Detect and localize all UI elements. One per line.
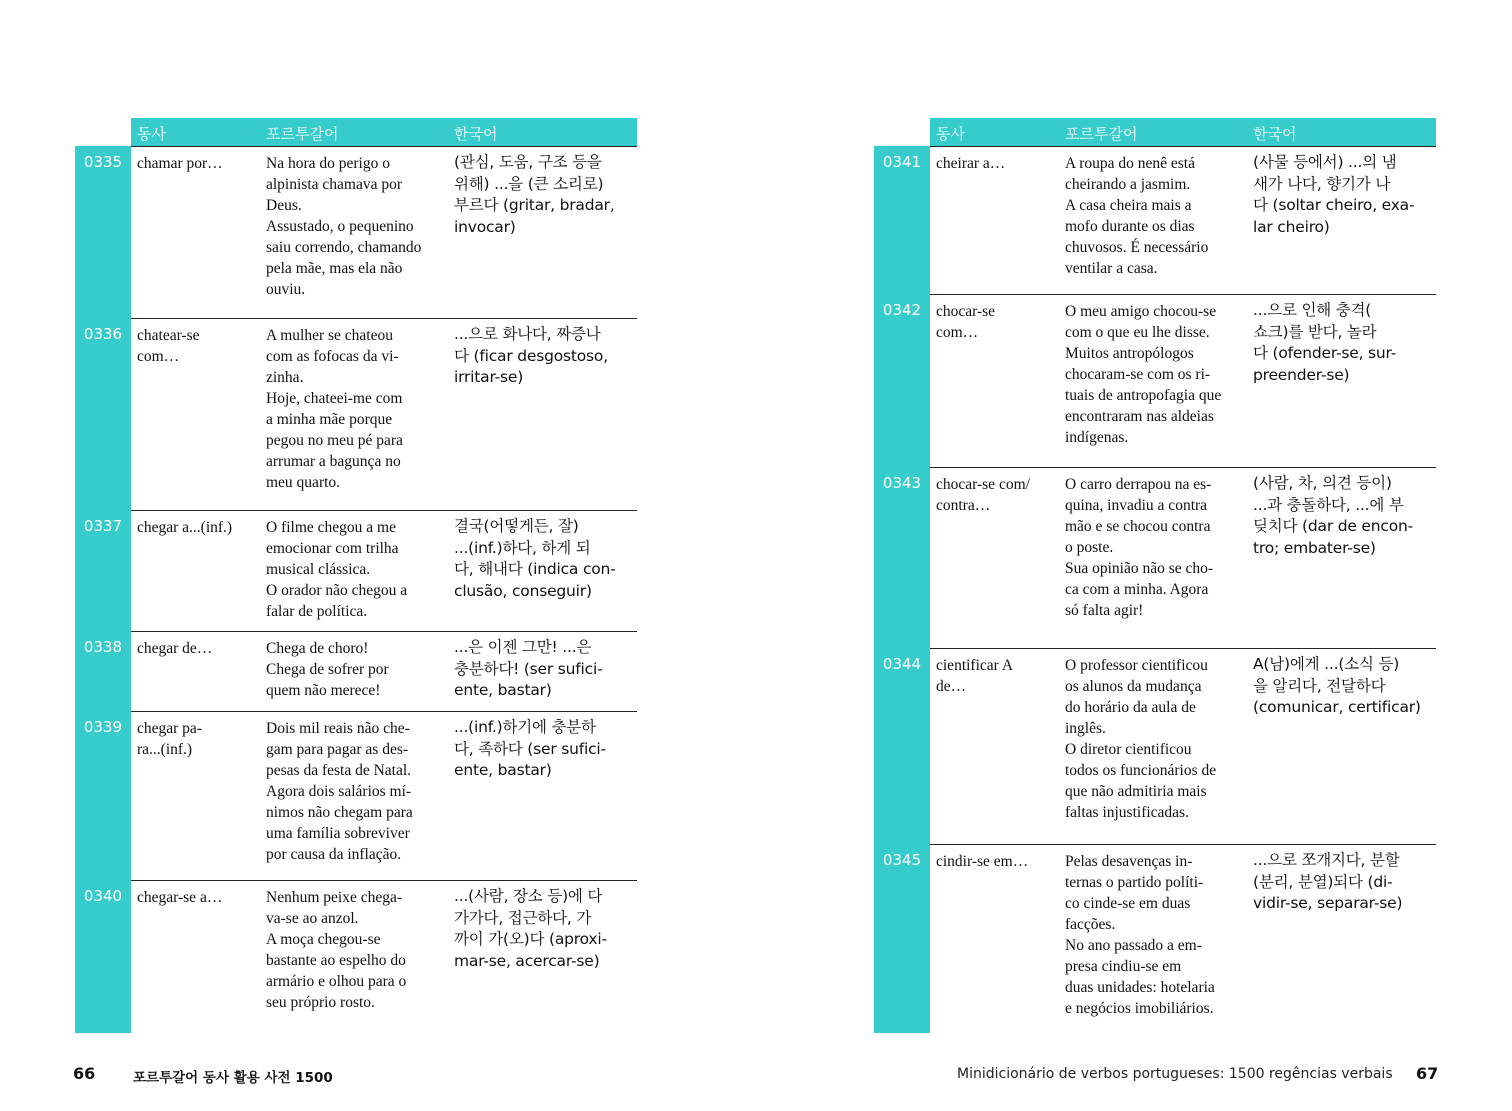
- entry-korean-line: 딪치다 (dar de encon-: [1253, 517, 1414, 535]
- header-portuguese: 포르투갈어: [1065, 125, 1138, 143]
- entry-example-line: ventilar a casa.: [1065, 260, 1158, 277]
- entry-example: [266, 517, 448, 622]
- entry-example-line: indígenas.: [1065, 429, 1129, 446]
- entry-example: [1065, 301, 1247, 448]
- entry-verb-line: com…: [137, 348, 180, 365]
- entry-korean-line: 까이 가(오)다 (aproxi-: [454, 930, 607, 948]
- entry-example-line: do horário da aula de: [1065, 699, 1196, 716]
- table-header: [75, 118, 637, 146]
- entry-verb: [137, 887, 255, 908]
- entry-example: [1065, 474, 1247, 621]
- entry-example-line: pela mãe, mas ela não: [266, 260, 403, 277]
- entry-korean-line: 새가 나다, 향기가 나: [1253, 174, 1391, 193]
- right-running-title: Minidicionário de verbos portugueses: 1500 regências verbais: [957, 1066, 1393, 1082]
- entry-verb-line: cheirar a…: [936, 155, 1006, 172]
- entry-example-line: que não admitiria mais: [1065, 783, 1207, 800]
- row-divider: [930, 146, 1436, 147]
- entry-example-line: só falta agir!: [1065, 602, 1144, 619]
- row-divider: [131, 880, 637, 881]
- entry-example-line: Deus.: [266, 197, 302, 214]
- entry-korean: [454, 637, 636, 702]
- entry-verb: [936, 153, 1054, 174]
- entry-example-line: No ano passado a em-: [1065, 937, 1202, 954]
- entry-verb-line: chegar-se a…: [137, 889, 223, 906]
- entry-korean-line: 충분하다! (ser sufici-: [454, 659, 603, 678]
- entry-number: 0341: [874, 146, 930, 294]
- entry-number: 0340: [75, 880, 131, 1033]
- entry-korean-line: mar-se, acercar-se): [454, 951, 600, 970]
- entry-korean-line: A(남)에게 ...(소식 등): [1253, 655, 1400, 673]
- entry-korean: [1253, 152, 1435, 238]
- entry-example: [266, 638, 448, 701]
- right-page-number: 67: [1416, 1064, 1439, 1083]
- header-bar: [930, 118, 1436, 146]
- entry-korean-line: (분리, 분열)되다 (di-: [1253, 872, 1393, 891]
- entry-example-line: Na hora do perigo o: [266, 155, 390, 172]
- entry-number: 0343: [874, 467, 930, 648]
- entry-example-line: O meu amigo chocou-se: [1065, 303, 1217, 320]
- entry-korean-line: 부르다 (gritar, bradar,: [454, 196, 615, 214]
- entry-korean-line: clusão, conseguir): [454, 581, 592, 600]
- left-page: [75, 118, 637, 1011]
- entry-row: [874, 467, 1436, 648]
- entry-example: [1065, 851, 1247, 1019]
- entry-example: [1065, 153, 1247, 279]
- row-divider: [131, 146, 637, 147]
- entry-row: [874, 294, 1436, 467]
- entry-korean-line: (사람, 차, 의견 등이): [1253, 474, 1392, 492]
- entry-verb-line: contra…: [936, 497, 991, 514]
- entry-example-line: faltas injustificadas.: [1065, 804, 1189, 821]
- entry-korean-line: ...과 충돌하다, ...에 부: [1253, 495, 1404, 514]
- entry-korean-line: 다 (ficar desgostoso,: [454, 346, 608, 365]
- entry-example-line: ouviu.: [266, 281, 306, 298]
- entry-example-line: meu quarto.: [266, 474, 341, 491]
- entry-korean-line: 다 (ofender-se, sur-: [1253, 344, 1397, 362]
- entry-example-line: Chega de choro!: [266, 640, 369, 657]
- entry-example-line: facções.: [1065, 916, 1116, 933]
- entry-korean-line: ...은 이젠 그만! ...은: [454, 638, 592, 656]
- row-divider: [930, 648, 1436, 649]
- header-bar: [131, 118, 637, 146]
- entry-verb: [137, 517, 255, 538]
- entry-korean: [454, 516, 636, 602]
- entry-number: 0337: [75, 510, 131, 631]
- entry-example-line: por causa da inflação.: [266, 846, 402, 863]
- entry-korean-line: 결국(어떻게든, 잘): [454, 517, 579, 535]
- entry-verb: [137, 638, 255, 659]
- entry-korean-line: (관심, 도움, 구조 등을: [454, 153, 602, 171]
- entry-number: 0342: [874, 294, 930, 467]
- entry-row: [75, 318, 637, 510]
- entry-korean-line: lar cheiro): [1253, 217, 1330, 236]
- entry-verb-line: chamar por…: [137, 155, 223, 172]
- entry-example-line: o poste.: [1065, 539, 1114, 556]
- entry-verb: [137, 718, 255, 760]
- entry-example-line: Muitos antropólogos: [1065, 345, 1194, 362]
- entry-korean-line: irritar-se): [454, 368, 524, 386]
- entry-example-line: nimos não chegam para: [266, 804, 413, 821]
- entry-verb-line: chegar pa-: [137, 720, 202, 737]
- entry-example-line: zinha.: [266, 369, 304, 386]
- entry-example-line: encontraram nas aldeias: [1065, 408, 1214, 425]
- entry-korean-line: vidir-se, separar-se): [1253, 894, 1403, 912]
- row-divider: [131, 318, 637, 319]
- entry-example-line: emocionar com trilha: [266, 540, 399, 557]
- entry-korean-line: ...으로 화나다, 짜증나: [454, 325, 601, 343]
- entry-row: [75, 631, 637, 711]
- entry-example-line: Nenhum peixe chega-: [266, 889, 402, 906]
- entry-example-line: O filme chegou a me: [266, 519, 396, 536]
- entry-korean-line: ...(사람, 장소 등)에 다: [454, 887, 603, 905]
- entry-example-line: falar de política.: [266, 603, 368, 620]
- entry-verb-line: de…: [936, 678, 967, 695]
- row-divider: [131, 711, 637, 712]
- entry-example-line: O orador não chegou a: [266, 582, 408, 599]
- entry-row: [874, 648, 1436, 844]
- entry-verb-line: com…: [936, 324, 979, 341]
- entry-example-line: pegou no meu pé para: [266, 432, 403, 449]
- entry-example-line: a minha mãe porque: [266, 411, 393, 428]
- entry-number: 0345: [874, 844, 930, 1033]
- entry-korean: [1253, 300, 1435, 386]
- entry-korean: [454, 886, 636, 972]
- entry-example-line: quem não merece!: [266, 682, 381, 699]
- entry-row: [75, 711, 637, 880]
- entry-example: [1065, 655, 1247, 823]
- entry-example-line: O professor cientificou: [1065, 657, 1208, 674]
- entry-verb: [137, 153, 255, 174]
- entry-example-line: inglês.: [1065, 720, 1106, 737]
- entry-number: 0338: [75, 631, 131, 711]
- entry-example-line: Hoje, chateei-me com: [266, 390, 403, 407]
- entry-example-line: arrumar a bagunça no: [266, 453, 401, 470]
- entry-verb-line: cindir-se em…: [936, 853, 1029, 870]
- entry-example: [266, 153, 448, 300]
- row-divider: [930, 844, 1436, 845]
- entry-example-line: co cinde-se em duas: [1065, 895, 1191, 912]
- entry-example-line: todos os funcionários de: [1065, 762, 1217, 779]
- entry-example-line: A mulher se chateou: [266, 327, 393, 344]
- entry-verb-line: chegar a...(inf.): [137, 519, 233, 536]
- entry-row: [874, 844, 1436, 1033]
- entry-korean: [1253, 654, 1435, 719]
- entry-verb-line: ra...(inf.): [137, 741, 193, 758]
- entry-example-line: com o que eu lhe disse.: [1065, 324, 1210, 341]
- entry-number: 0335: [75, 146, 131, 318]
- entry-korean-line: ente, bastar): [454, 761, 552, 779]
- header-verb: 동사: [137, 125, 166, 143]
- header-verb: 동사: [936, 125, 965, 143]
- entry-example-line: ca com a minha. Agora: [1065, 581, 1209, 598]
- entry-example-line: mão e se chocou contra: [1065, 518, 1211, 535]
- entry-row: [75, 510, 637, 631]
- entry-korean: [1253, 473, 1435, 559]
- entry-korean-line: 쇼크)를 받다, 놀라: [1253, 322, 1377, 341]
- entry-example-line: duas unidades: hotelaria: [1065, 979, 1215, 996]
- entry-verb-line: chatear-se: [137, 327, 200, 344]
- entry-korean: [454, 152, 636, 238]
- entry-row: [75, 146, 637, 318]
- entry-example-line: Pelas desavenças in-: [1065, 853, 1193, 870]
- entry-number: 0336: [75, 318, 131, 510]
- entry-korean-line: tro; embater-se): [1253, 538, 1376, 557]
- entry-example-line: chuvosos. É necessário: [1065, 239, 1209, 256]
- entry-korean-line: 다, 족하다 (ser sufici-: [454, 739, 606, 758]
- entry-example-line: va-se ao anzol.: [266, 910, 359, 927]
- entry-verb: [936, 301, 1054, 343]
- entry-example-line: os alunos da mudança: [1065, 678, 1202, 695]
- entry-example-line: e negócios imobiliários.: [1065, 1000, 1214, 1017]
- entry-verb: [936, 851, 1054, 872]
- entry-number: 0339: [75, 711, 131, 880]
- row-divider: [930, 467, 1436, 468]
- header-korean: 한국어: [454, 125, 498, 143]
- entry-number: 0344: [874, 648, 930, 844]
- entry-korean-line: preender-se): [1253, 365, 1350, 384]
- entry-example-line: bastante ao espelho do: [266, 952, 406, 969]
- entry-example-line: armário e olhou para o: [266, 973, 407, 990]
- entry-example-line: A roupa do nenê está: [1065, 155, 1195, 172]
- entry-verb-line: chocar-se: [936, 303, 996, 320]
- left-page-number: 66: [73, 1064, 96, 1083]
- entry-example-line: O diretor cientificou: [1065, 741, 1192, 758]
- entry-example-line: pesas da festa de Natal.: [266, 762, 412, 779]
- entry-korean-line: ente, bastar): [454, 681, 552, 699]
- table-header: [874, 118, 1436, 146]
- entry-example-line: uma família sobreviver: [266, 825, 410, 842]
- entry-example-line: seu próprio rosto.: [266, 994, 375, 1011]
- entry-verb-line: chocar-se com/: [936, 476, 1030, 493]
- entry-example-line: saiu correndo, chamando: [266, 239, 422, 256]
- entry-example-line: gam para pagar as des-: [266, 741, 409, 758]
- entry-korean-line: (사물 등에서) ...의 냄: [1253, 153, 1397, 171]
- header-portuguese: 포르투갈어: [266, 125, 339, 143]
- entry-korean-line: 다 (soltar cheiro, exa-: [1253, 196, 1415, 214]
- entry-example-line: ternas o partido políti-: [1065, 874, 1204, 891]
- entry-example-line: Dois mil reais não che-: [266, 720, 410, 737]
- entry-korean: [454, 324, 636, 389]
- entry-korean-line: 위해) ...을 (큰 소리로): [454, 174, 604, 193]
- entry-korean-line: 다, 해내다 (indica con-: [454, 560, 616, 578]
- entry-verb-line: chegar de…: [137, 640, 213, 657]
- entry-row: [874, 146, 1436, 294]
- entry-example: [266, 325, 448, 493]
- entry-verb: [137, 325, 255, 367]
- entry-example: [266, 887, 448, 1013]
- entry-example-line: Chega de sofrer por: [266, 661, 389, 678]
- row-divider: [131, 631, 637, 632]
- row-divider: [131, 510, 637, 511]
- entry-korean-line: ...(inf.)하기에 충분하: [454, 718, 596, 736]
- entry-example-line: O carro derrapou na es-: [1065, 476, 1212, 493]
- entry-example-line: Assustado, o pequenino: [266, 218, 414, 235]
- header-korean: 한국어: [1253, 125, 1297, 143]
- entry-example-line: cheirando a jasmim.: [1065, 176, 1191, 193]
- row-divider: [930, 294, 1436, 295]
- entry-example-line: tuais de antropofagia que: [1065, 387, 1222, 404]
- entry-korean-line: invocar): [454, 217, 516, 236]
- entry-example-line: quina, invadiu a contra: [1065, 497, 1208, 514]
- entry-korean-line: ...(inf.)하다, 하게 되: [454, 538, 591, 557]
- entry-example-line: Sua opinião não se cho-: [1065, 560, 1214, 577]
- entry-verb-line: cientificar A: [936, 657, 1014, 674]
- entry-korean-line: 가가다, 접근하다, 가: [454, 908, 592, 927]
- entry-example-line: Agora dois salários mí-: [266, 783, 412, 800]
- entry-example: [266, 718, 448, 865]
- entry-korean: [1253, 850, 1435, 915]
- entry-verb: [936, 655, 1054, 697]
- entry-korean-line: 을 알리다, 전달하다: [1253, 676, 1386, 695]
- left-running-title: 포르투갈어 동사 활용 사전 1500: [133, 1070, 333, 1086]
- entry-row: [75, 880, 637, 1033]
- entry-example-line: presa cindiu-se em: [1065, 958, 1182, 975]
- entry-example-line: A moça chegou-se: [266, 931, 381, 948]
- entry-example-line: com as fofocas da vi-: [266, 348, 399, 365]
- entry-verb: [936, 474, 1054, 516]
- entry-example-line: mofo durante os dias: [1065, 218, 1195, 235]
- entry-example-line: A casa cheira mais a: [1065, 197, 1192, 214]
- entry-korean-line: (comunicar, certificar): [1253, 698, 1421, 716]
- right-page: [874, 118, 1436, 1017]
- entry-example-line: musical clássica.: [266, 561, 371, 578]
- entry-korean: [454, 717, 636, 782]
- entry-korean-line: ...으로 인해 충격(: [1253, 301, 1372, 319]
- entry-example-line: alpinista chamava por: [266, 176, 403, 193]
- entry-korean-line: ...으로 쪼개지다, 분할: [1253, 851, 1400, 869]
- entry-example-line: chocaram-se com os ri-: [1065, 366, 1211, 383]
